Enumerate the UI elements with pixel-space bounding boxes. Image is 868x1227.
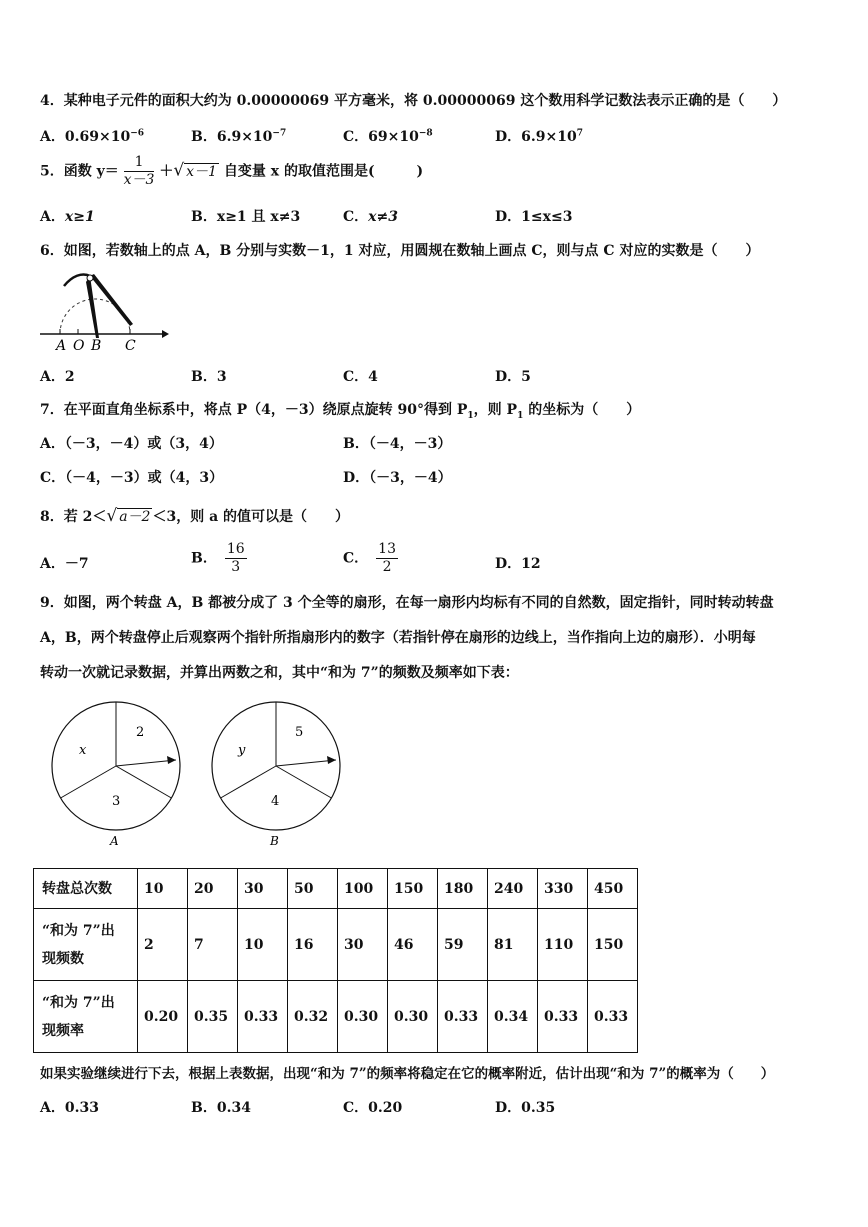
question-9-line-3: 转动一次就记录数据，并算出两数之和，其中“和为 7”的频数及频率如下表： xyxy=(40,665,519,681)
q5-option-a: A．x≥1 xyxy=(40,209,95,225)
table-cell: 0.32 xyxy=(288,981,338,1053)
table-cell: 240 xyxy=(488,869,538,909)
table-cell: 10 xyxy=(238,909,288,981)
compass-leg-right xyxy=(90,274,133,326)
spinner-a-divider-left xyxy=(61,766,116,798)
table-cell: 0.30 xyxy=(388,981,438,1053)
table-cell: 150 xyxy=(588,909,638,981)
q8-radical: a－2 xyxy=(119,509,151,525)
question-8-stem: 8．若 2＜√ a－2 ＜3，则 a 的值可以是（ ） xyxy=(40,506,350,526)
table-cell: 180 xyxy=(438,869,488,909)
question-9-ask: 如果实验继续进行下去，根据上表数据，出现“和为 7”的频率将稳定在它的概率附近，估计出现“和为 7”的概率为（ ） xyxy=(40,1066,775,1082)
table-cell: 330 xyxy=(538,869,588,909)
q6-option-b: B．3 xyxy=(191,369,227,385)
table-row-total xyxy=(34,869,638,909)
table-cell: 450 xyxy=(588,869,638,909)
q4-option-c: C．$69\times 10^{-8}$ xyxy=(343,128,433,145)
q9-option-d: D．0.35 xyxy=(495,1100,556,1116)
table-cell: 2 xyxy=(138,909,188,981)
q4-option-d: D．$6.9\times 10^7$ xyxy=(495,128,583,145)
question-5-stem: 5．函数 y＝ $\frac{1}{x-3}$ ＋√ x－1 自变量 x 的取值范围是( ) xyxy=(40,154,424,188)
spinner-b-divider-left xyxy=(221,766,276,798)
point-a-label: A xyxy=(56,338,67,354)
spinner-b-pointer-head xyxy=(327,756,336,764)
q5-option-c: C．x≠3 xyxy=(343,209,398,225)
table-cell: 30 xyxy=(338,909,388,981)
question-9-line-1: 9．如图，两个转盘 A，B 都被分成了 3 个全等的扇形，在每一扇形内均标有不同的自然数，固定指针，同时转动转盘 xyxy=(40,595,774,611)
table-cell: 20 xyxy=(188,869,238,909)
spinner-a-label-bottom: 3 xyxy=(112,794,121,809)
question-9-line-2: A，B，两个转盘停止后观察两个指针所指扇形内的数字（若指针停在扇形的边线上，当作指向上边的扇形）．小明每 xyxy=(40,630,756,646)
q8-option-c: C． $\frac{13}{2}$ xyxy=(343,541,396,575)
q6-option-a: A．2 xyxy=(40,369,75,385)
q9-option-b: B．0.34 xyxy=(191,1100,251,1116)
q5-option-d: D．1≤x≤3 xyxy=(495,209,573,225)
table-row-frequency xyxy=(34,909,638,981)
point-b-label: B xyxy=(91,338,102,354)
table-cell: 0.33 xyxy=(238,981,288,1053)
spinner-b-label-top-right: 5 xyxy=(295,725,304,740)
compass-leg-left xyxy=(86,276,99,338)
spinner-b-name: B xyxy=(270,834,279,848)
table-cell: 81 xyxy=(488,909,538,981)
question-4-stem: 4．某种电子元件的面积大约为 0.00000069 平方毫米，将 0.00000069 这个数用科学记数法表示正确的是（ ） xyxy=(40,93,787,109)
table-cell: 150 xyxy=(388,869,438,909)
number-line-arrow xyxy=(162,330,169,338)
table-row-head-rate: “和为 7”出 现频率 xyxy=(34,981,138,1053)
table-cell: 0.34 xyxy=(488,981,538,1053)
table-cell: 10 xyxy=(138,869,188,909)
q6-option-c: C．4 xyxy=(343,369,378,385)
q7-option-c: C．（－4，－3）或（4，3） xyxy=(40,470,224,486)
frequency-table xyxy=(33,868,638,1053)
q8-option-d: D．12 xyxy=(495,556,541,572)
spinner-a-pointer-head xyxy=(167,756,176,764)
table-cell: 59 xyxy=(438,909,488,981)
point-o-label: O xyxy=(73,338,85,354)
q7-option-b: B．（－4，－3） xyxy=(343,436,452,452)
spinner-a-name: A xyxy=(110,834,119,848)
table-cell: 50 xyxy=(288,869,338,909)
table-row-head-frequency: “和为 7”出 现频数 xyxy=(34,909,138,981)
spinners-figure xyxy=(46,696,366,856)
q5-radical: x－1 xyxy=(186,163,217,180)
compass-number-line-figure xyxy=(36,262,176,354)
spinner-a-label-top-right: 2 xyxy=(136,725,145,740)
table-cell: 0.30 xyxy=(338,981,388,1053)
q5-option-b: B．x≥1 且 x≠3 xyxy=(191,209,301,225)
table-cell: 16 xyxy=(288,909,338,981)
q4-option-b: B．$6.9\times 10^{-7}$ xyxy=(191,128,287,145)
compass-pivot xyxy=(87,275,93,281)
table-cell: 30 xyxy=(238,869,288,909)
spinner-a-pointer xyxy=(116,760,176,766)
q8-option-b: B． $\frac{16}{3}$ xyxy=(191,541,245,575)
q9-option-a: A．0.33 xyxy=(40,1100,99,1116)
table-cell: 7 xyxy=(188,909,238,981)
q7-option-d: D．（－3，－4） xyxy=(343,470,452,486)
spinner-a-label-left: x xyxy=(79,743,87,758)
q7-option-a: A．（－3，－4）或（3，4） xyxy=(40,436,223,452)
table-cell: 0.33 xyxy=(588,981,638,1053)
spinner-b-label-left: y xyxy=(238,743,246,758)
spinner-b-pointer xyxy=(276,760,336,766)
table-cell: 46 xyxy=(388,909,438,981)
point-c-label: C xyxy=(125,338,136,354)
q5-fraction: $\frac{1}{x-3}$ xyxy=(123,154,155,188)
spinner-b-label-bottom: 4 xyxy=(271,794,280,809)
table-cell: 100 xyxy=(338,869,388,909)
spinner-b-divider-right xyxy=(276,766,331,798)
q6-option-d: D．5 xyxy=(495,369,531,385)
compass-handle xyxy=(64,274,90,286)
table-cell: 0.20 xyxy=(138,981,188,1053)
table-cell: 110 xyxy=(538,909,588,981)
table-row-rate xyxy=(34,981,638,1053)
spinner-a-divider-right xyxy=(116,766,171,798)
question-7-stem: 7．在平面直角坐标系中，将点 P（4，－3）绕原点旋转 90°得到 $P_1$，则 $P_1$ 的坐标为（ ） xyxy=(40,402,641,421)
q8-option-a: A．－7 xyxy=(40,556,89,572)
table-row-head-total: 转盘总次数 xyxy=(34,869,138,909)
table-cell: 0.33 xyxy=(538,981,588,1053)
question-6-stem: 6．如图，若数轴上的点 A，B 分别与实数－1，1 对应，用圆规在数轴上画点 C，则与点 C 对应的实数是（ ） xyxy=(40,243,760,259)
q4-option-a: A．$0.69\times 10^{-6}$ xyxy=(40,128,144,145)
table-cell: 0.33 xyxy=(438,981,488,1053)
table-cell: 0.35 xyxy=(188,981,238,1053)
q9-option-c: C．0.20 xyxy=(343,1100,403,1116)
